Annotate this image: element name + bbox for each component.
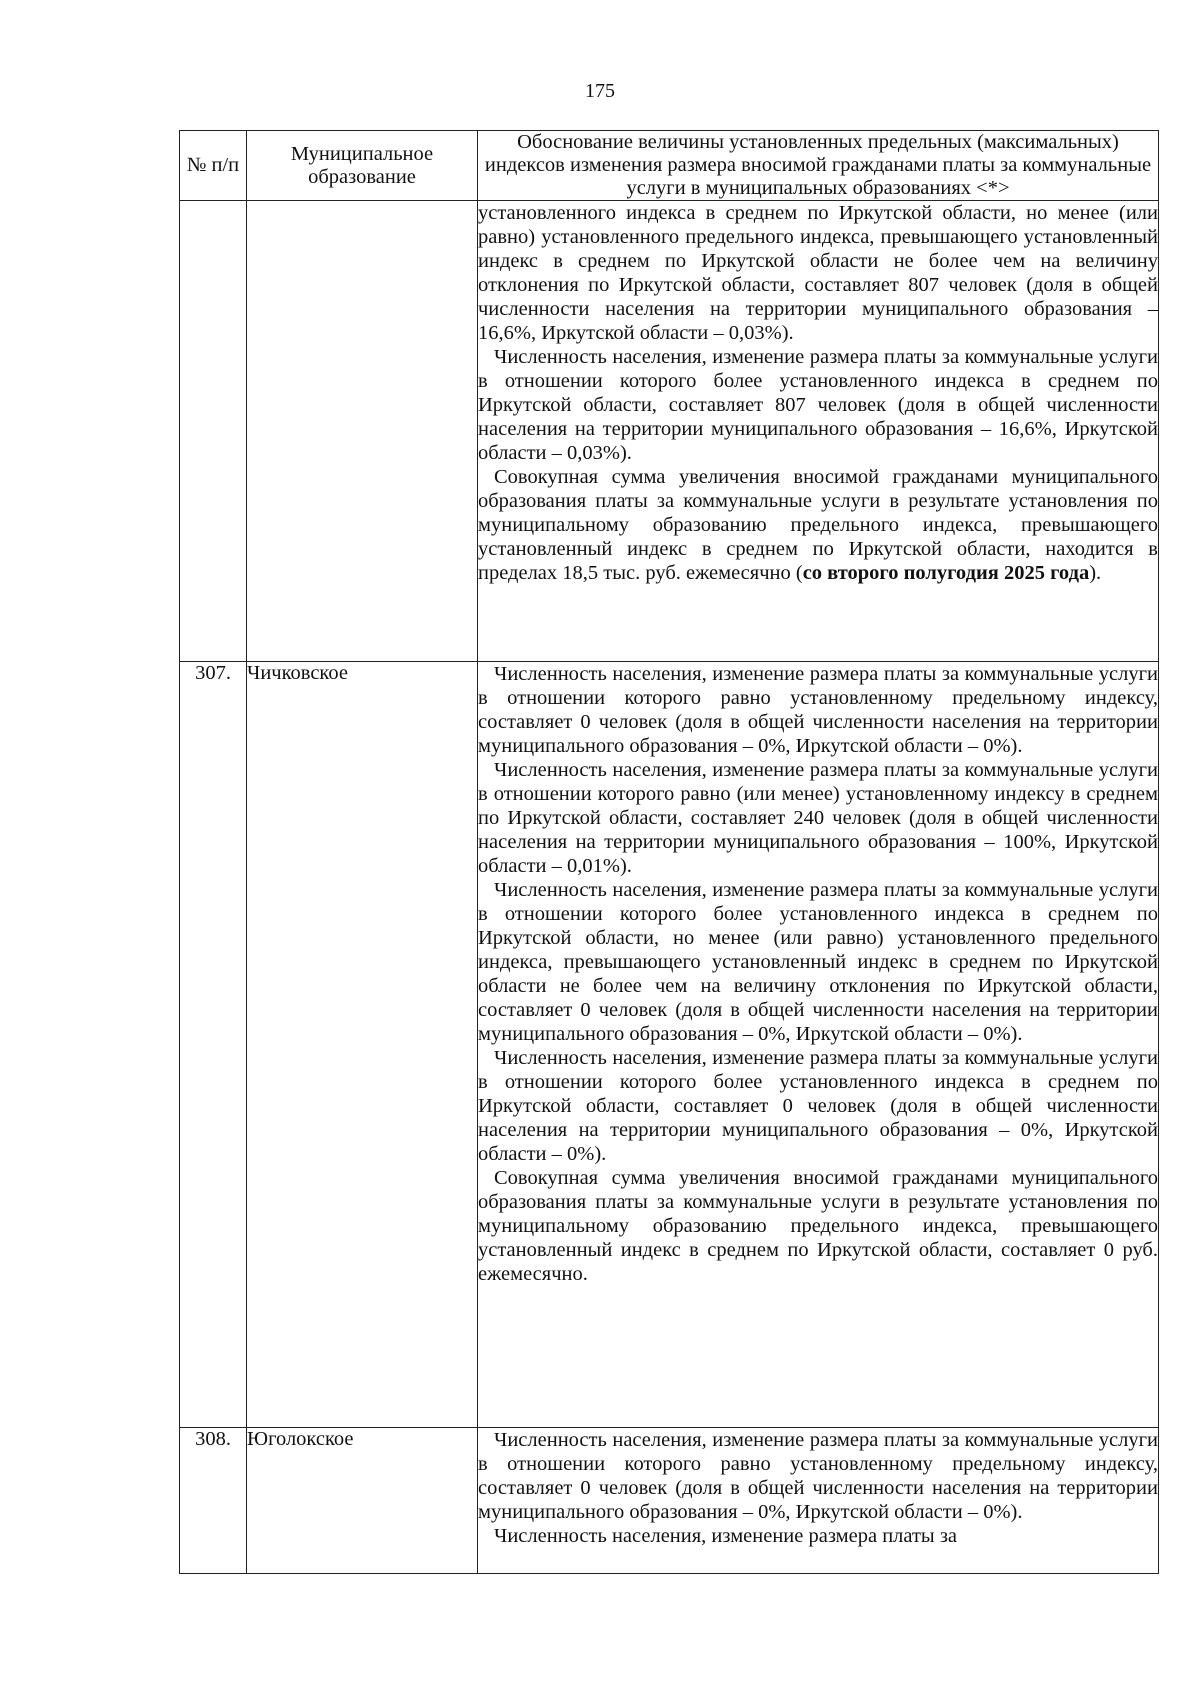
- paragraph: Численность населения, изменение размера платы за коммунальные услуги в отношении которого равно установленному предельному индексу, составляет 0 человек (доля в общей численности населения на территории муниципального образования – 0%, Иркутской области – 0%).: [478, 1429, 1158, 1523]
- table-header-row: [180, 131, 1159, 201]
- page-number: 175: [585, 80, 615, 102]
- header-justification: Обоснование величины установленных предельных (максимальных) индексов изменения размера вносимой гражданами платы за коммунальные услуги в муниципальных образованиях <*>: [478, 131, 1159, 201]
- paragraph: Численность населения, изменение размера платы за коммунальные услуги в отношении которого равно установленному предельному индексу, составляет 0 человек (доля в общей численности населения на территории муниципального образования – 0%, Иркутской области – 0%).: [478, 663, 1158, 757]
- table-row: [180, 662, 1159, 1428]
- paragraph: Численность населения, изменение размера платы за коммунальные услуги в отношении которого более установленного индекса в среднем по Иркутской области, но менее (или равно) установленного предельного индекса, превышающего установленный индекс в среднем по Иркутской области не более чем на величину отклонения по Иркутской области, составляет 0 человек (доля в общей численности населения на территории муниципального образования – 0%, Иркутской области – 0%).: [478, 879, 1158, 1045]
- row-number: 308.: [180, 1428, 247, 1574]
- row-number: 307.: [180, 662, 247, 1428]
- row-municipality: Чичковское: [247, 662, 478, 1428]
- municipal-index-table: [179, 130, 1159, 1574]
- row-justification: [478, 662, 1159, 1428]
- paragraph-tail: ).: [1089, 562, 1102, 584]
- table-row: [180, 201, 1159, 662]
- paragraph: [478, 465, 1158, 585]
- paragraph: Численность населения, изменение размера платы за: [494, 1525, 958, 1547]
- row-justification: [478, 1428, 1159, 1574]
- row-number: [180, 201, 247, 662]
- row-municipality: [247, 201, 478, 662]
- paragraph: Численность населения, изменение размера платы за коммунальные услуги в отношении которого равно (или менее) установленному индексу в среднем по Иркутской области, составляет 240 человек (доля в общей численности населения на территории муниципального образования – 100%, Иркутской области – 0,01%).: [478, 759, 1158, 877]
- row-municipality: Юголокское: [247, 1428, 478, 1574]
- paragraph-text: Совокупная сумма увеличения вносимой гражданами муниципального образования платы за коммунальные услуги в результате установления по муниципальному образованию предельного индекса, превышающего установленный индекс в среднем по Иркутской области, находится в пределах 18,5 тыс. руб. ежемесячно (: [478, 466, 1158, 584]
- paragraph: Численность населения, изменение размера платы за коммунальные услуги в отношении которого более установленного индекса в среднем по Иркутской области, составляет 807 человек (доля в общей численности населения на территории муниципального образования – 16,6%, Иркутской области – 0,03%).: [478, 346, 1158, 464]
- row-justification: [478, 201, 1159, 662]
- table-row: [180, 1428, 1159, 1574]
- header-number: № п/п: [180, 131, 247, 201]
- paragraph: Совокупная сумма увеличения вносимой гражданами муниципального образования платы за коммунальные услуги в результате установления по муниципальному образованию предельного индекса, превышающего установленный индекс в среднем по Иркутской области, составляет 0 руб. ежемесячно.: [478, 1167, 1158, 1285]
- header-municipality: Муниципальное образование: [247, 131, 478, 201]
- paragraph: установленного индекса в среднем по Иркутской области, но менее (или равно) установленного предельного индекса, превышающего установленный индекс в среднем по Иркутской области не более чем на величину отклонения по Иркутской области, составляет 807 человек (доля в общей численности населения на территории муниципального образования – 16,6%, Иркутской области – 0,03%).: [478, 202, 1158, 344]
- paragraph-bold-period: со второго полугодия 2025 года: [802, 562, 1090, 584]
- paragraph: Численность населения, изменение размера платы за коммунальные услуги в отношении которого более установленного индекса в среднем по Иркутской области, составляет 0 человек (доля в общей численности населения на территории муниципального образования – 0%, Иркутской области – 0%).: [478, 1047, 1158, 1165]
